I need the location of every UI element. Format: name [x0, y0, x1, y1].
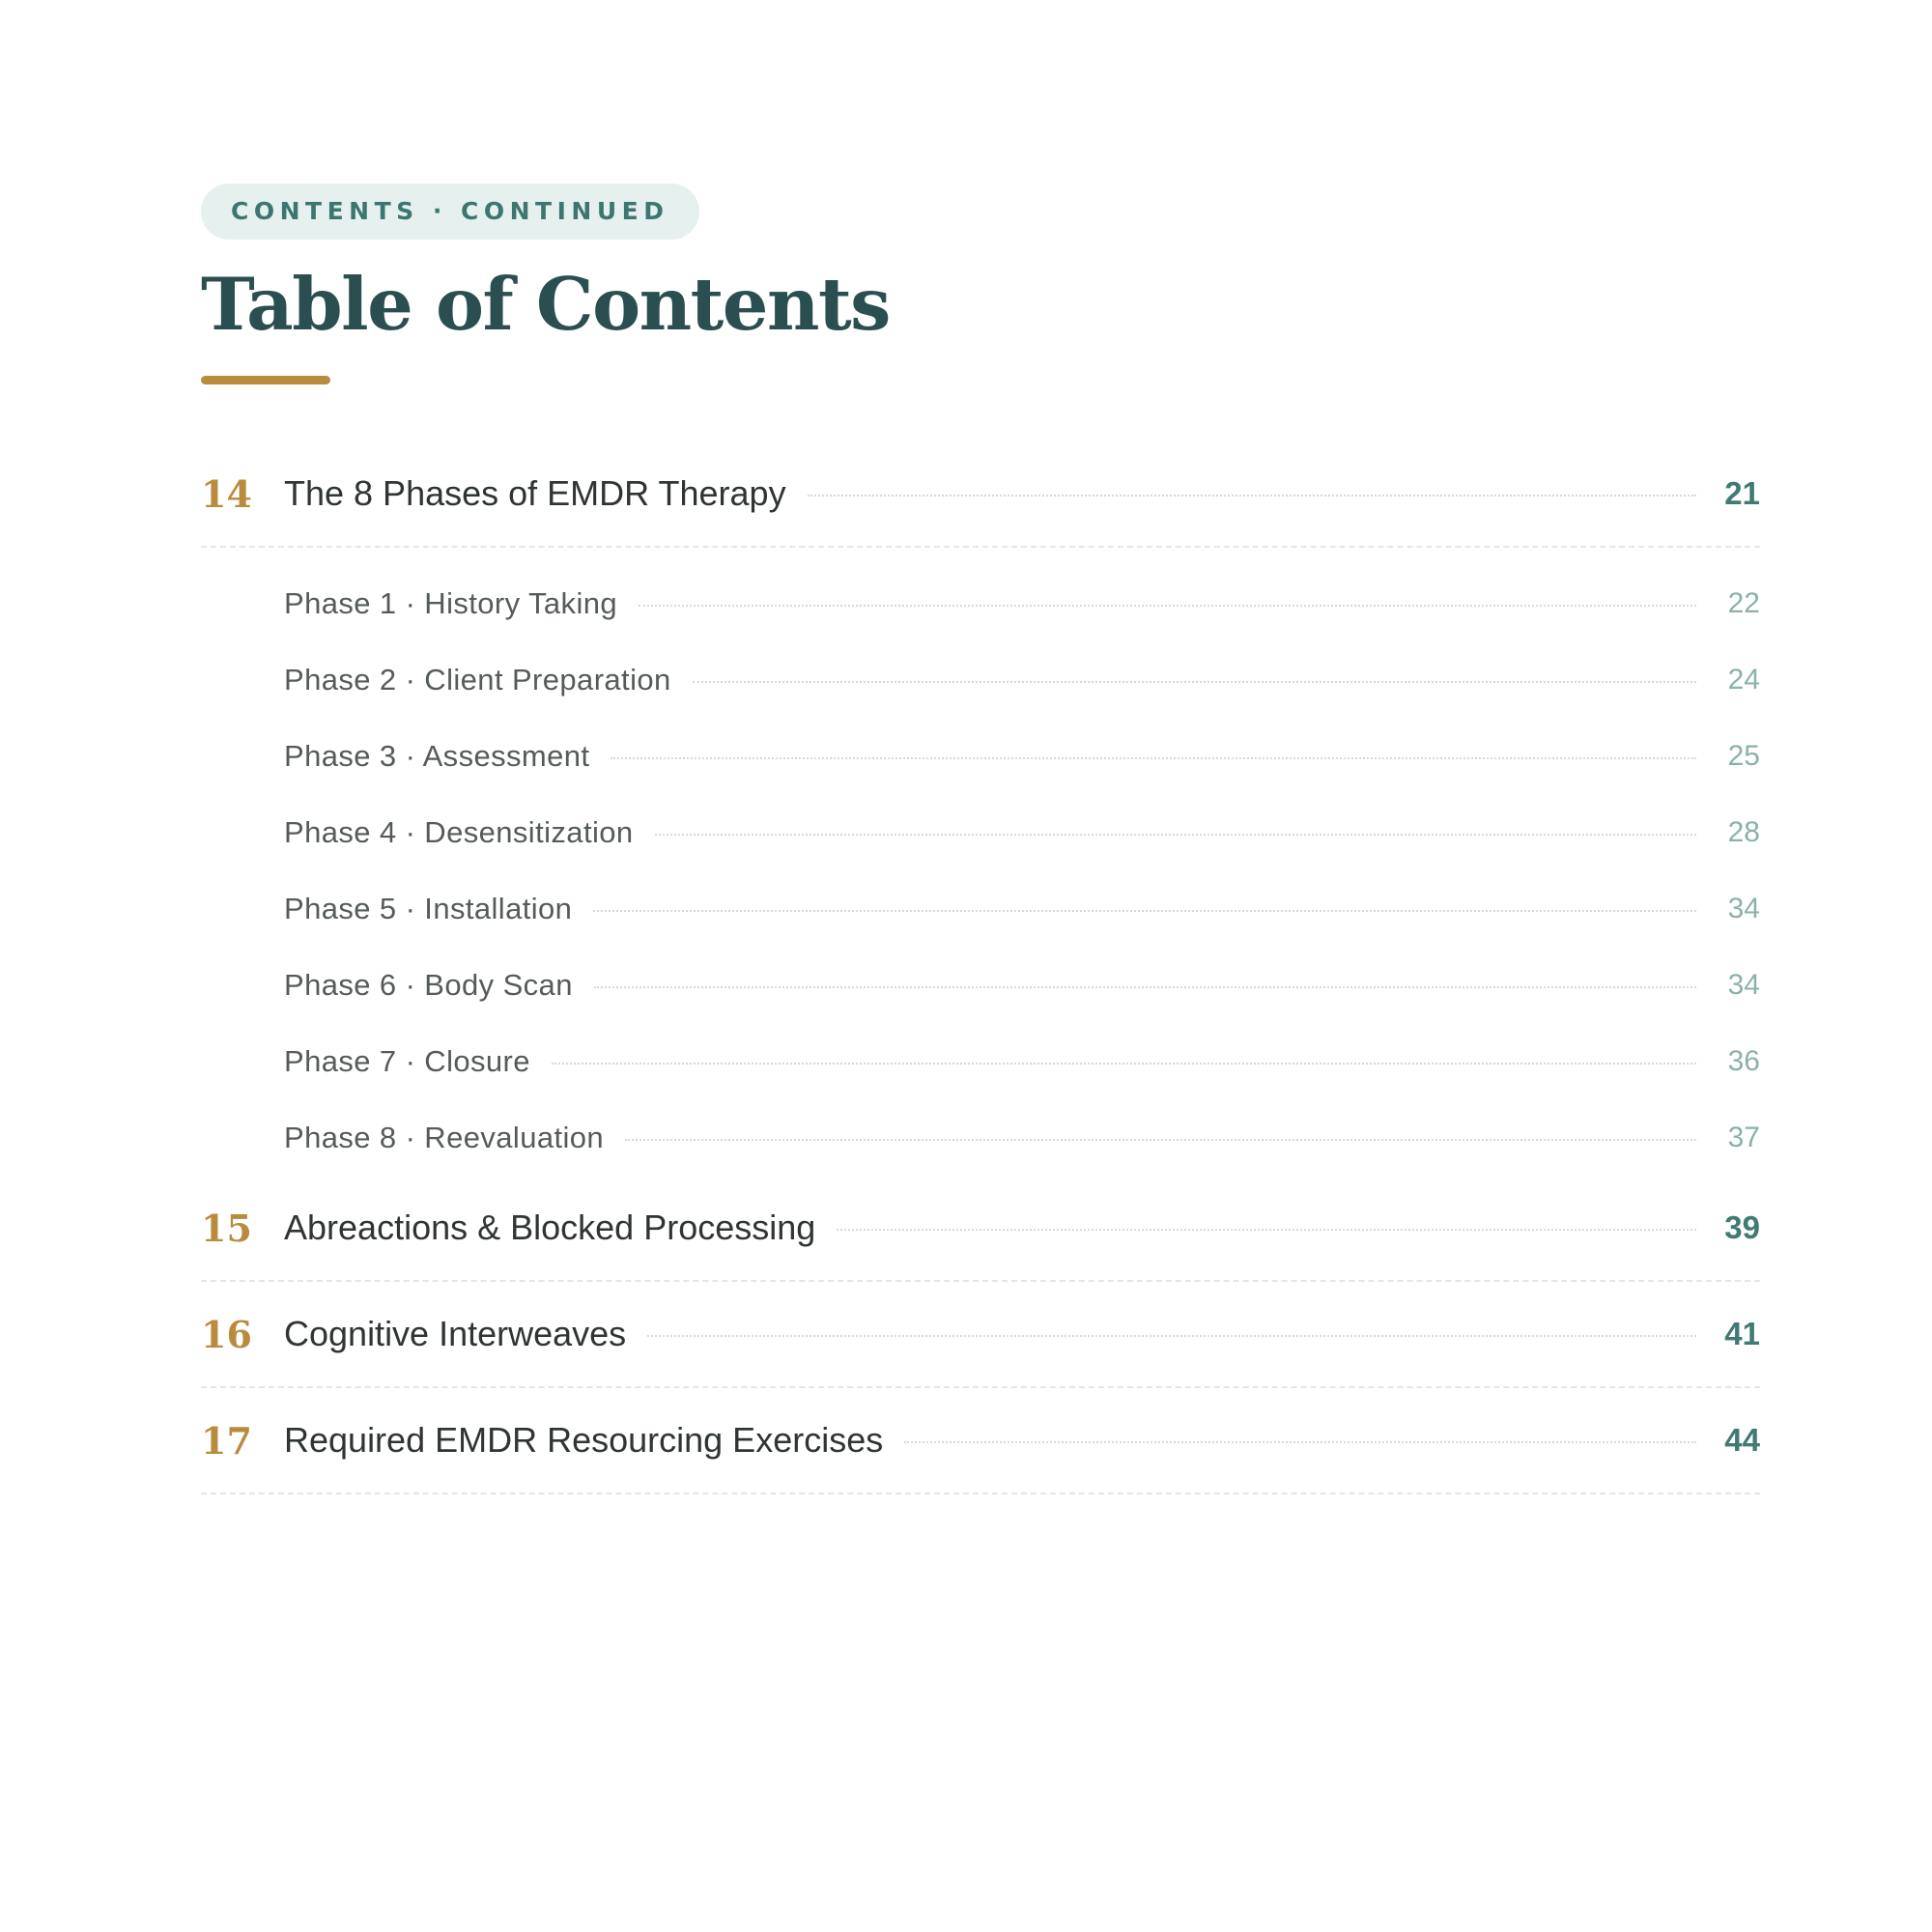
chapter-title: Required EMDR Resourcing Exercises [284, 1420, 884, 1460]
dot-leader [593, 910, 1696, 912]
chapter-number: 14 [201, 471, 252, 516]
spacer [201, 548, 1760, 565]
toc-subsection-row[interactable] [201, 641, 1760, 718]
subsection-title: Phase 7 · Closure [284, 1043, 530, 1078]
toc-subsection-row[interactable] [201, 565, 1760, 641]
subsection-title: Phase 3 · Assessment [284, 738, 590, 773]
dot-leader [594, 986, 1696, 988]
dot-leader [611, 757, 1696, 759]
chapter-number: 17 [201, 1418, 252, 1463]
toc-list [201, 441, 1760, 1494]
dot-leader [625, 1139, 1696, 1141]
subsection-page-number: 22 [1727, 586, 1760, 619]
chapter-page-number: 44 [1724, 1422, 1760, 1458]
subsection-page-number: 28 [1727, 815, 1760, 848]
subsection-page-number: 34 [1727, 892, 1760, 924]
dot-leader [639, 605, 1696, 607]
subsection-page-number: 37 [1727, 1121, 1760, 1153]
toc-subsection-row[interactable] [201, 1023, 1760, 1099]
toc-subsection-row[interactable] [201, 794, 1760, 870]
toc-subsection-row[interactable] [201, 870, 1760, 947]
dot-leader [808, 495, 1696, 497]
toc-subsection-row[interactable] [201, 1099, 1760, 1176]
page-title: Table of Contents [201, 262, 890, 347]
toc-subsection-row[interactable] [201, 947, 1760, 1023]
dot-leader [655, 834, 1696, 836]
subsection-title: Phase 5 · Installation [284, 891, 573, 925]
toc-chapter-row[interactable] [201, 1282, 1760, 1388]
subsection-page-number: 24 [1727, 663, 1760, 696]
subsection-title: Phase 2 · Client Preparation [284, 662, 671, 696]
section-eyebrow-badge: CONTENTS · CONTINUED [201, 184, 699, 240]
subsection-title: Phase 8 · Reevaluation [284, 1120, 605, 1154]
chapter-title: The 8 Phases of EMDR Therapy [284, 473, 786, 513]
toc-chapter-row[interactable] [201, 1176, 1760, 1282]
subsection-title: Phase 4 · Desensitization [284, 814, 634, 849]
chapter-title: Abreactions & Blocked Processing [284, 1208, 816, 1247]
chapter-number: 15 [201, 1206, 252, 1250]
chapter-number: 16 [201, 1312, 252, 1356]
dot-leader [693, 681, 1696, 683]
toc-chapter-row[interactable] [201, 1388, 1760, 1494]
chapter-title: Cognitive Interweaves [284, 1314, 627, 1353]
toc-chapter-row[interactable] [201, 441, 1760, 548]
chapter-page-number: 39 [1724, 1209, 1760, 1245]
title-accent-rule [201, 376, 330, 384]
subsection-page-number: 25 [1727, 739, 1760, 772]
subsection-title: Phase 1 · History Taking [284, 585, 618, 620]
dot-leader [552, 1063, 1696, 1065]
chapter-page-number: 21 [1724, 475, 1760, 511]
chapter-page-number: 41 [1724, 1316, 1760, 1351]
subsection-page-number: 34 [1727, 968, 1760, 1001]
subsection-title: Phase 6 · Body Scan [284, 967, 573, 1002]
dot-leader [904, 1441, 1696, 1443]
subsection-page-number: 36 [1727, 1044, 1760, 1077]
toc-subsection-row[interactable] [201, 718, 1760, 794]
dot-leader [647, 1335, 1696, 1337]
dot-leader [837, 1229, 1696, 1231]
toc-page [201, 184, 1760, 1494]
